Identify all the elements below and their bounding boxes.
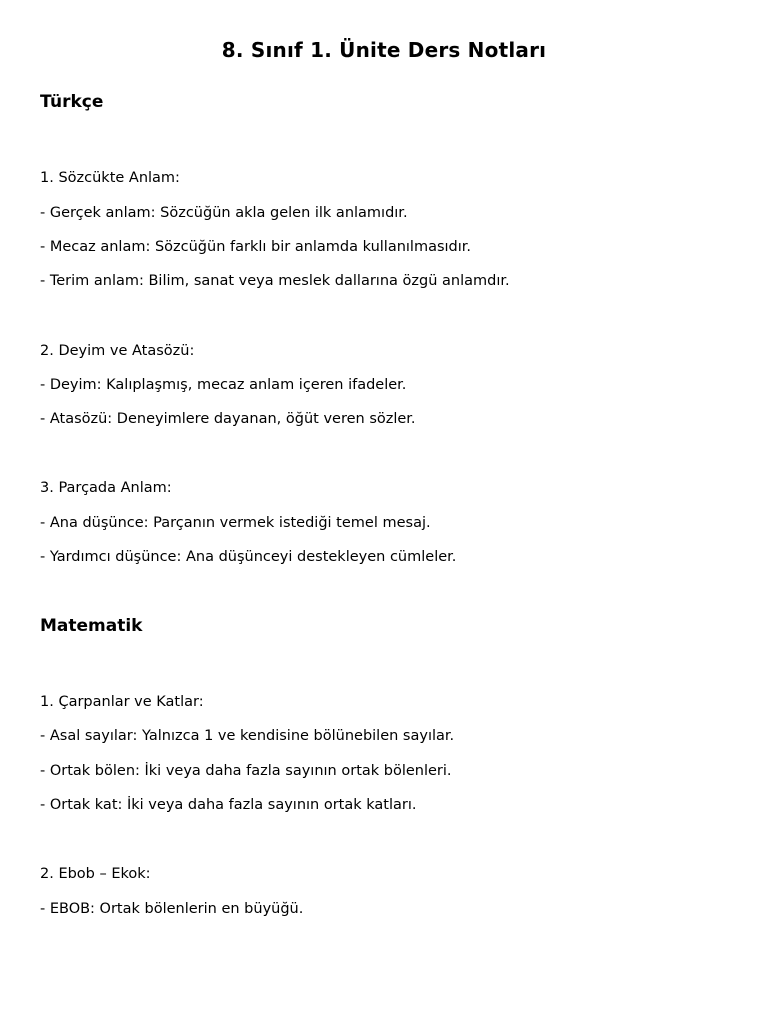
- list-item: - EBOB: Ortak bölenlerin en büyüğü.: [40, 901, 304, 917]
- list-item: - Deyim: Kalıplaşmış, mecaz anlam içeren ifadeler.: [40, 377, 407, 393]
- list-item: - Yardımcı düşünce: Ana düşünceyi destekleyen cümleler.: [40, 549, 457, 565]
- section-heading-turkce: Türkçe: [40, 92, 104, 112]
- list-item: - Asal sayılar: Yalnızca 1 ve kendisine bölünebilen sayılar.: [40, 728, 455, 744]
- topic-title-parcada-anlam: 3. Parçada Anlam:: [40, 480, 172, 496]
- topic-title-sozcukte-anlam: 1. Sözcükte Anlam:: [40, 170, 180, 186]
- section-heading-matematik: Matematik: [40, 616, 143, 636]
- list-item: - Gerçek anlam: Sözcüğün akla gelen ilk anlamıdır.: [40, 205, 408, 221]
- list-item: - Ortak kat: İki veya daha fazla sayının ortak katları.: [40, 797, 417, 813]
- document-title: 8. Sınıf 1. Ünite Ders Notları: [221, 38, 547, 62]
- list-item: - Atasözü: Deneyimlere dayanan, öğüt veren sözler.: [40, 411, 416, 427]
- topic-title-carpanlar-katlar: 1. Çarpanlar ve Katlar:: [40, 694, 204, 710]
- topic-title-ebob-ekok: 2. Ebob – Ekok:: [40, 866, 151, 882]
- topic-title-deyim-atasozu: 2. Deyim ve Atasözü:: [40, 343, 195, 359]
- list-item: - Mecaz anlam: Sözcüğün farklı bir anlamda kullanılmasıdır.: [40, 239, 472, 255]
- list-item: - Terim anlam: Bilim, sanat veya meslek dallarına özgü anlamdır.: [40, 273, 510, 289]
- list-item: - Ana düşünce: Parçanın vermek istediği temel mesaj.: [40, 515, 431, 531]
- list-item: - Ortak bölen: İki veya daha fazla sayının ortak bölenleri.: [40, 763, 452, 779]
